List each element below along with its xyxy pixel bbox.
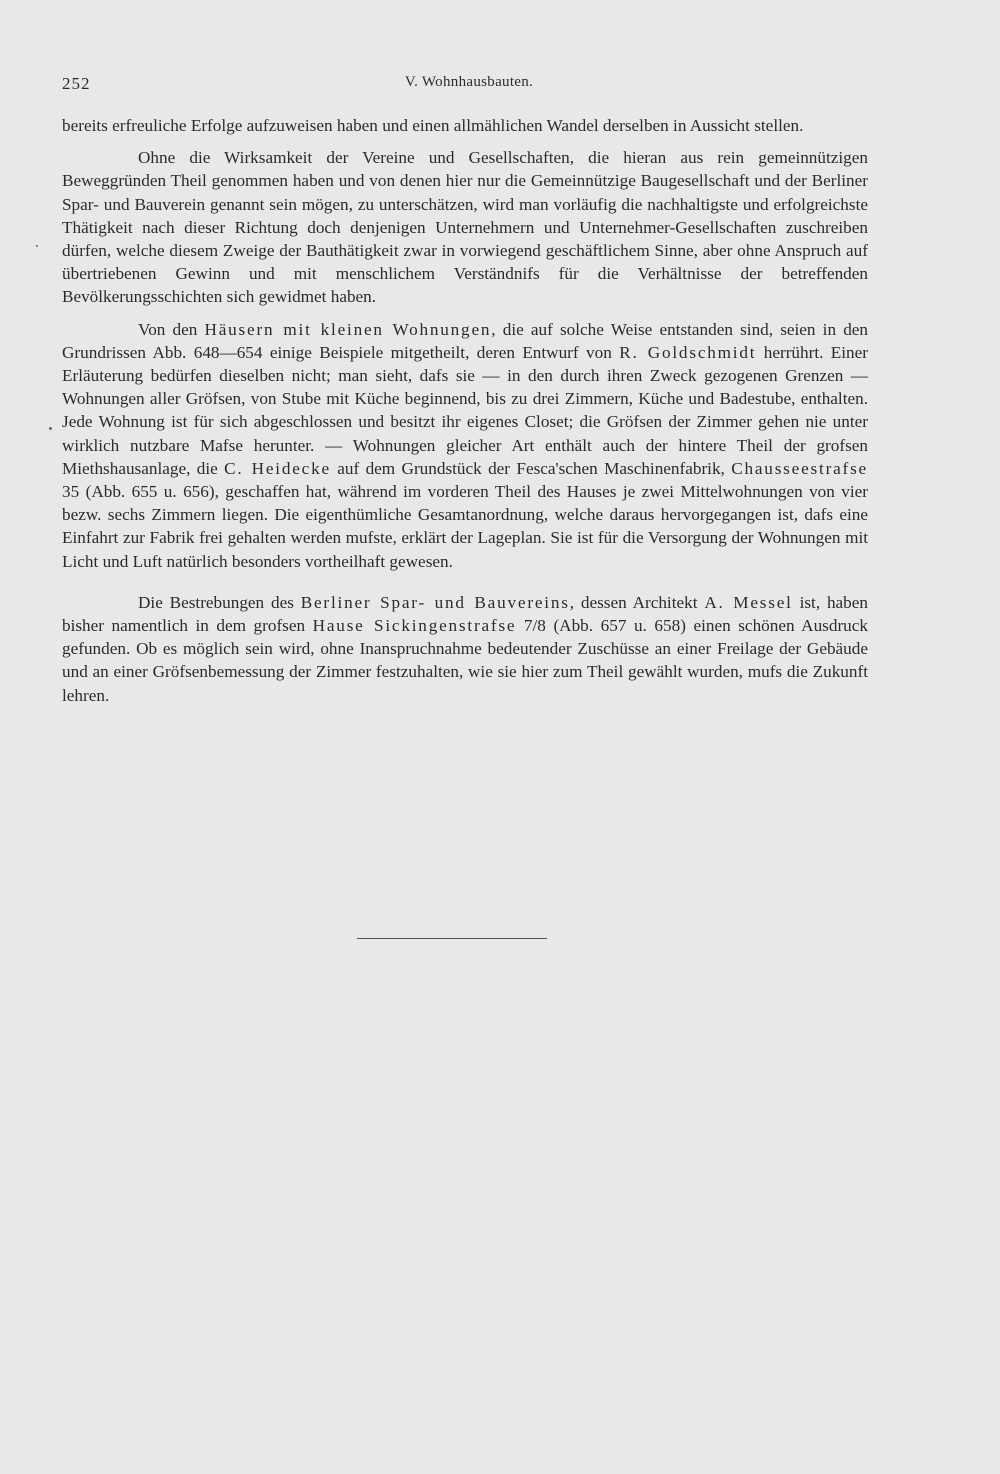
end-rule [357,938,547,939]
margin-speck [49,427,52,430]
text-segment: auf dem Grundstück der Fesca'schen Maschinenfabrik, [330,458,732,478]
text-segment: , die auf solche Weise entstanden sind, seien in den Grundrissen Abb. 648—654 einige Beispiele mitgetheilt, deren Entwurf von [62,319,869,362]
emphasis-architect-messel: A. Messel [704,592,793,612]
paragraph-associations: Ohne die Wirksamkeit der Vereine und Gesellschaften, die hieran aus rein gemeinnützigen Beweggründen Theil genommen haben und von denen hier nur die Gemeinnützige Baugesellschaft und der Berliner Spar- und Bauverein genannt sein mögen, zu unterschätzen, wird man vorläufig die nachhaltigste und erfolgreichste Thätigkeit nach dieser Richtung doch denjenigen Unternehmern und Unternehmer-Gesellschaften zuschreiben dürfen, welche diesem Zweige der Bauthätigkeit zwar in vorwiegend geschäftlichem Sinne, aber ohne Anspruch auf übertriebenen Gewinn und mit menschlichem Verständnifs für die Verhältnisse der betreffenden Bevölkerungsschichten sich gewidmet haben. [62,148,868,307]
emphasis-houses: Häusern mit kleinen Wohnungen [204,319,492,339]
running-title: V. Wohnhausbauten. [404,74,534,90]
text-segment: Die Bestrebungen des [138,592,301,612]
body-text [62,114,868,707]
text-segment: , dessen Architekt [569,592,705,612]
text-segment: ist, haben bisher namentlich in dem grofsen [62,592,868,636]
text-segment: Von den [138,319,205,339]
running-head [62,74,876,96]
paragraph-small-apartments [62,318,868,573]
paragraph-continuation: bereits erfreuliche Erfolge aufzuweisen haben und einen allmählichen Wandel derselben in Aussicht stellen. [62,116,804,135]
emphasis-architect-heidecke: C. Heidecke [224,458,331,478]
page-number: 252 [62,74,91,93]
text-segment: 7/8 (Abb. 657 u. 658) einen schönen Ausdruck gefunden. Ob es möglich sein wird, ohne Inanspruchnahme bedeutender Zuschüsse an einer Freilage der Gebäude und an einer Gröfsenbemessung der Zimmer festzuhalten, wie sie hier zum Theil gewählt wurden, mufs die Zukunft lehren. [62,616,869,705]
text-segment: herrührt. Einer Erläuterung bedürfen dieselben nicht; man sieht, dafs sie — in den durch ihren Zweck gezogenen Grenzen — Wohnungen aller Gröfsen, von Stube mit Küche beginnend, bis zu drei Zimmern, Küche und Badestube, enthalten. Jede Wohnung ist für sich abgeschlossen und besitzt ihr eigenes Closet; die Gröfsen der Zimmer gehen nie unter wirklich nutzbare Mafse herunter. — Wohnungen gleicher Art enthält auch der hintere Theil der grofsen Miethshausanlage, die [62,342,869,478]
emphasis-street-chausseestrasse: Chausseestrafse [731,458,868,478]
text-segment: 35 (Abb. 655 u. 656), geschaffen hat, während im vorderen Theil des Hauses je zwei Mittelwohnungen von vier bezw. sechs Zimmern liegen. Die eigenthümliche Gesamtanordnung, welche daraus hervorgegangen ist, dafs eine Einfahrt zur Fabrik frei gehalten werden mufste, erklärt der Lageplan. Sie ist für die Versorgung der Wohnungen mit Licht und Luft natürlich besonders vortheilhaft gewesen. [62,482,868,571]
emphasis-street-sickingenstrasse: Hause Sickingenstrafse [312,616,517,636]
paragraph-spar-bauverein [62,591,868,707]
emphasis-architect-goldschmidt: R. Goldschmidt [619,342,757,362]
margin-speck [36,245,38,247]
emphasis-bauverein: Berliner Spar- und Bauvereins [300,592,570,612]
